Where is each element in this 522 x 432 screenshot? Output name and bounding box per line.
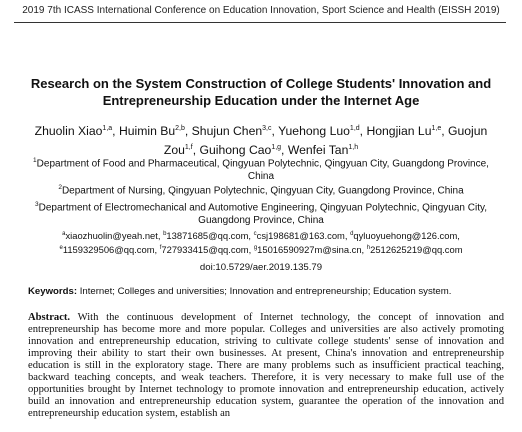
email-address[interactable]: csj198681@163.com [256,230,345,242]
email-address[interactable]: 1159329506@qq.com [62,244,155,256]
email-address[interactable]: 727933415@qq.com [161,244,249,256]
email-marker: c [253,231,257,237]
author-separator: , [359,124,367,139]
abstract [28,312,504,420]
email-address[interactable]: 2512625219@qq.com [370,244,463,256]
affiliation-marker: 1 [33,157,37,164]
affiliation-marker: 2 [58,184,62,191]
affiliation-2 [24,182,498,198]
email-address[interactable]: xiaozhuolin@yeah.net [65,230,158,242]
author-name: Yuehong Luo [278,124,350,139]
email-marker: b [163,231,167,237]
email-marker: f [159,245,162,252]
conference-header: 2019 7th ICASS International Conference on Education Innovation, Sport Science and Health (EISSH 2019) [22,5,500,16]
paper-title: Research on the System Construction of College Students' Innovation and Entrepreneurship Education under the Internet Age [30,76,492,108]
keywords-label: Keywords: [28,286,78,297]
author-affiliation-marker: 1,a [102,125,113,132]
author-separator: , [192,142,200,157]
author-name: Zhuolin Xiao [34,124,103,139]
author-affiliation-marker: 2,b [175,125,185,132]
email-separator: , [248,230,254,242]
affiliation-text: Department of Electromechanical and Automotive Engineering, Qingyuan Polytechnic, Qingyuan City, Guangdong Province, China [38,202,488,226]
email-separator: , [344,230,351,242]
affiliation-text: Department of Nursing, Qingyuan Polytechnic, Qingyuan City, Guangdong Province, China [61,185,464,197]
author-separator: , [441,124,449,139]
email-list [18,228,504,256]
author-name: Hongjian Lu [366,124,432,139]
email-marker: g [253,245,258,252]
author-name: Wenfei Tan [287,142,349,157]
author-list [30,121,492,158]
author-name: Huimin Bu [118,124,176,139]
abstract-label: Abstract. [28,312,71,323]
affiliation-3 [24,199,498,227]
keywords-text: Internet; Colleges and universities; Innovation and entrepreneurship; Education system. [79,286,452,297]
email-address[interactable]: 13871685@qq.com [166,230,249,242]
author-name: Shujun Chen [191,124,263,139]
abstract-text: With the continuous development of Internet technology, the concept of innovation and entrepreneurship has become more and more popular. Colleges and universities are also actively promoting innovation and entrepreneurship education, striving to cultivate college students' sense of innovation and improving their ability to start their own businesses. At present, China's innovation and entrepreneurship education is still in the exploratory stage. There are many problems such as insufficient practical teaching, backward teaching concepts, and weak teachers. Therefore, it is very necessary to make full use of the opportunities brought by Internet technology to promote innovation and entrepreneurship education, actively build an innovation and entrepreneurship education system, guarantee the operation of the innovation and entrepreneurship education system, establish an [28,312,504,420]
author-affiliation-marker: 1,g [271,143,282,151]
author-separator: , [112,124,119,139]
email-marker: e [59,245,63,252]
email-address[interactable]: qyluoyuehong@126.com [353,230,458,242]
author-affiliation-marker: 3,c [262,125,272,132]
email-separator: , [157,230,164,242]
email-separator: , [361,244,367,256]
affiliation-marker: 3 [34,201,39,208]
author-affiliation-marker: 1,f [184,143,193,151]
email-separator: , [248,244,254,256]
author-name: Guojun Zou [163,124,488,157]
keywords [28,286,502,297]
header-rule [14,22,506,23]
affiliation-1 [24,155,498,183]
email-address[interactable]: 15016590927m@sina.cn [257,244,362,256]
affiliation-text: Department of Food and Pharmaceutical, Qingyuan Polytechnic, Qingyuan City, Guangdong Province, China [36,158,489,182]
email-marker: d [350,231,354,237]
email-marker: a [62,231,66,237]
author-name: Guihong Cao [199,142,272,157]
author-separator: , [271,124,279,139]
doi: doi:10.5729/aer.2019.135.79 [199,262,323,273]
author-separator: , [184,124,192,139]
author-separator: , [281,142,288,157]
author-affiliation-marker: 1,e [431,125,442,132]
author-affiliation-marker: 1,d [349,125,360,132]
author-affiliation-marker: 1,h [348,143,359,151]
email-marker: h [366,245,371,252]
email-separator: , [457,230,460,242]
email-separator: , [154,244,160,256]
